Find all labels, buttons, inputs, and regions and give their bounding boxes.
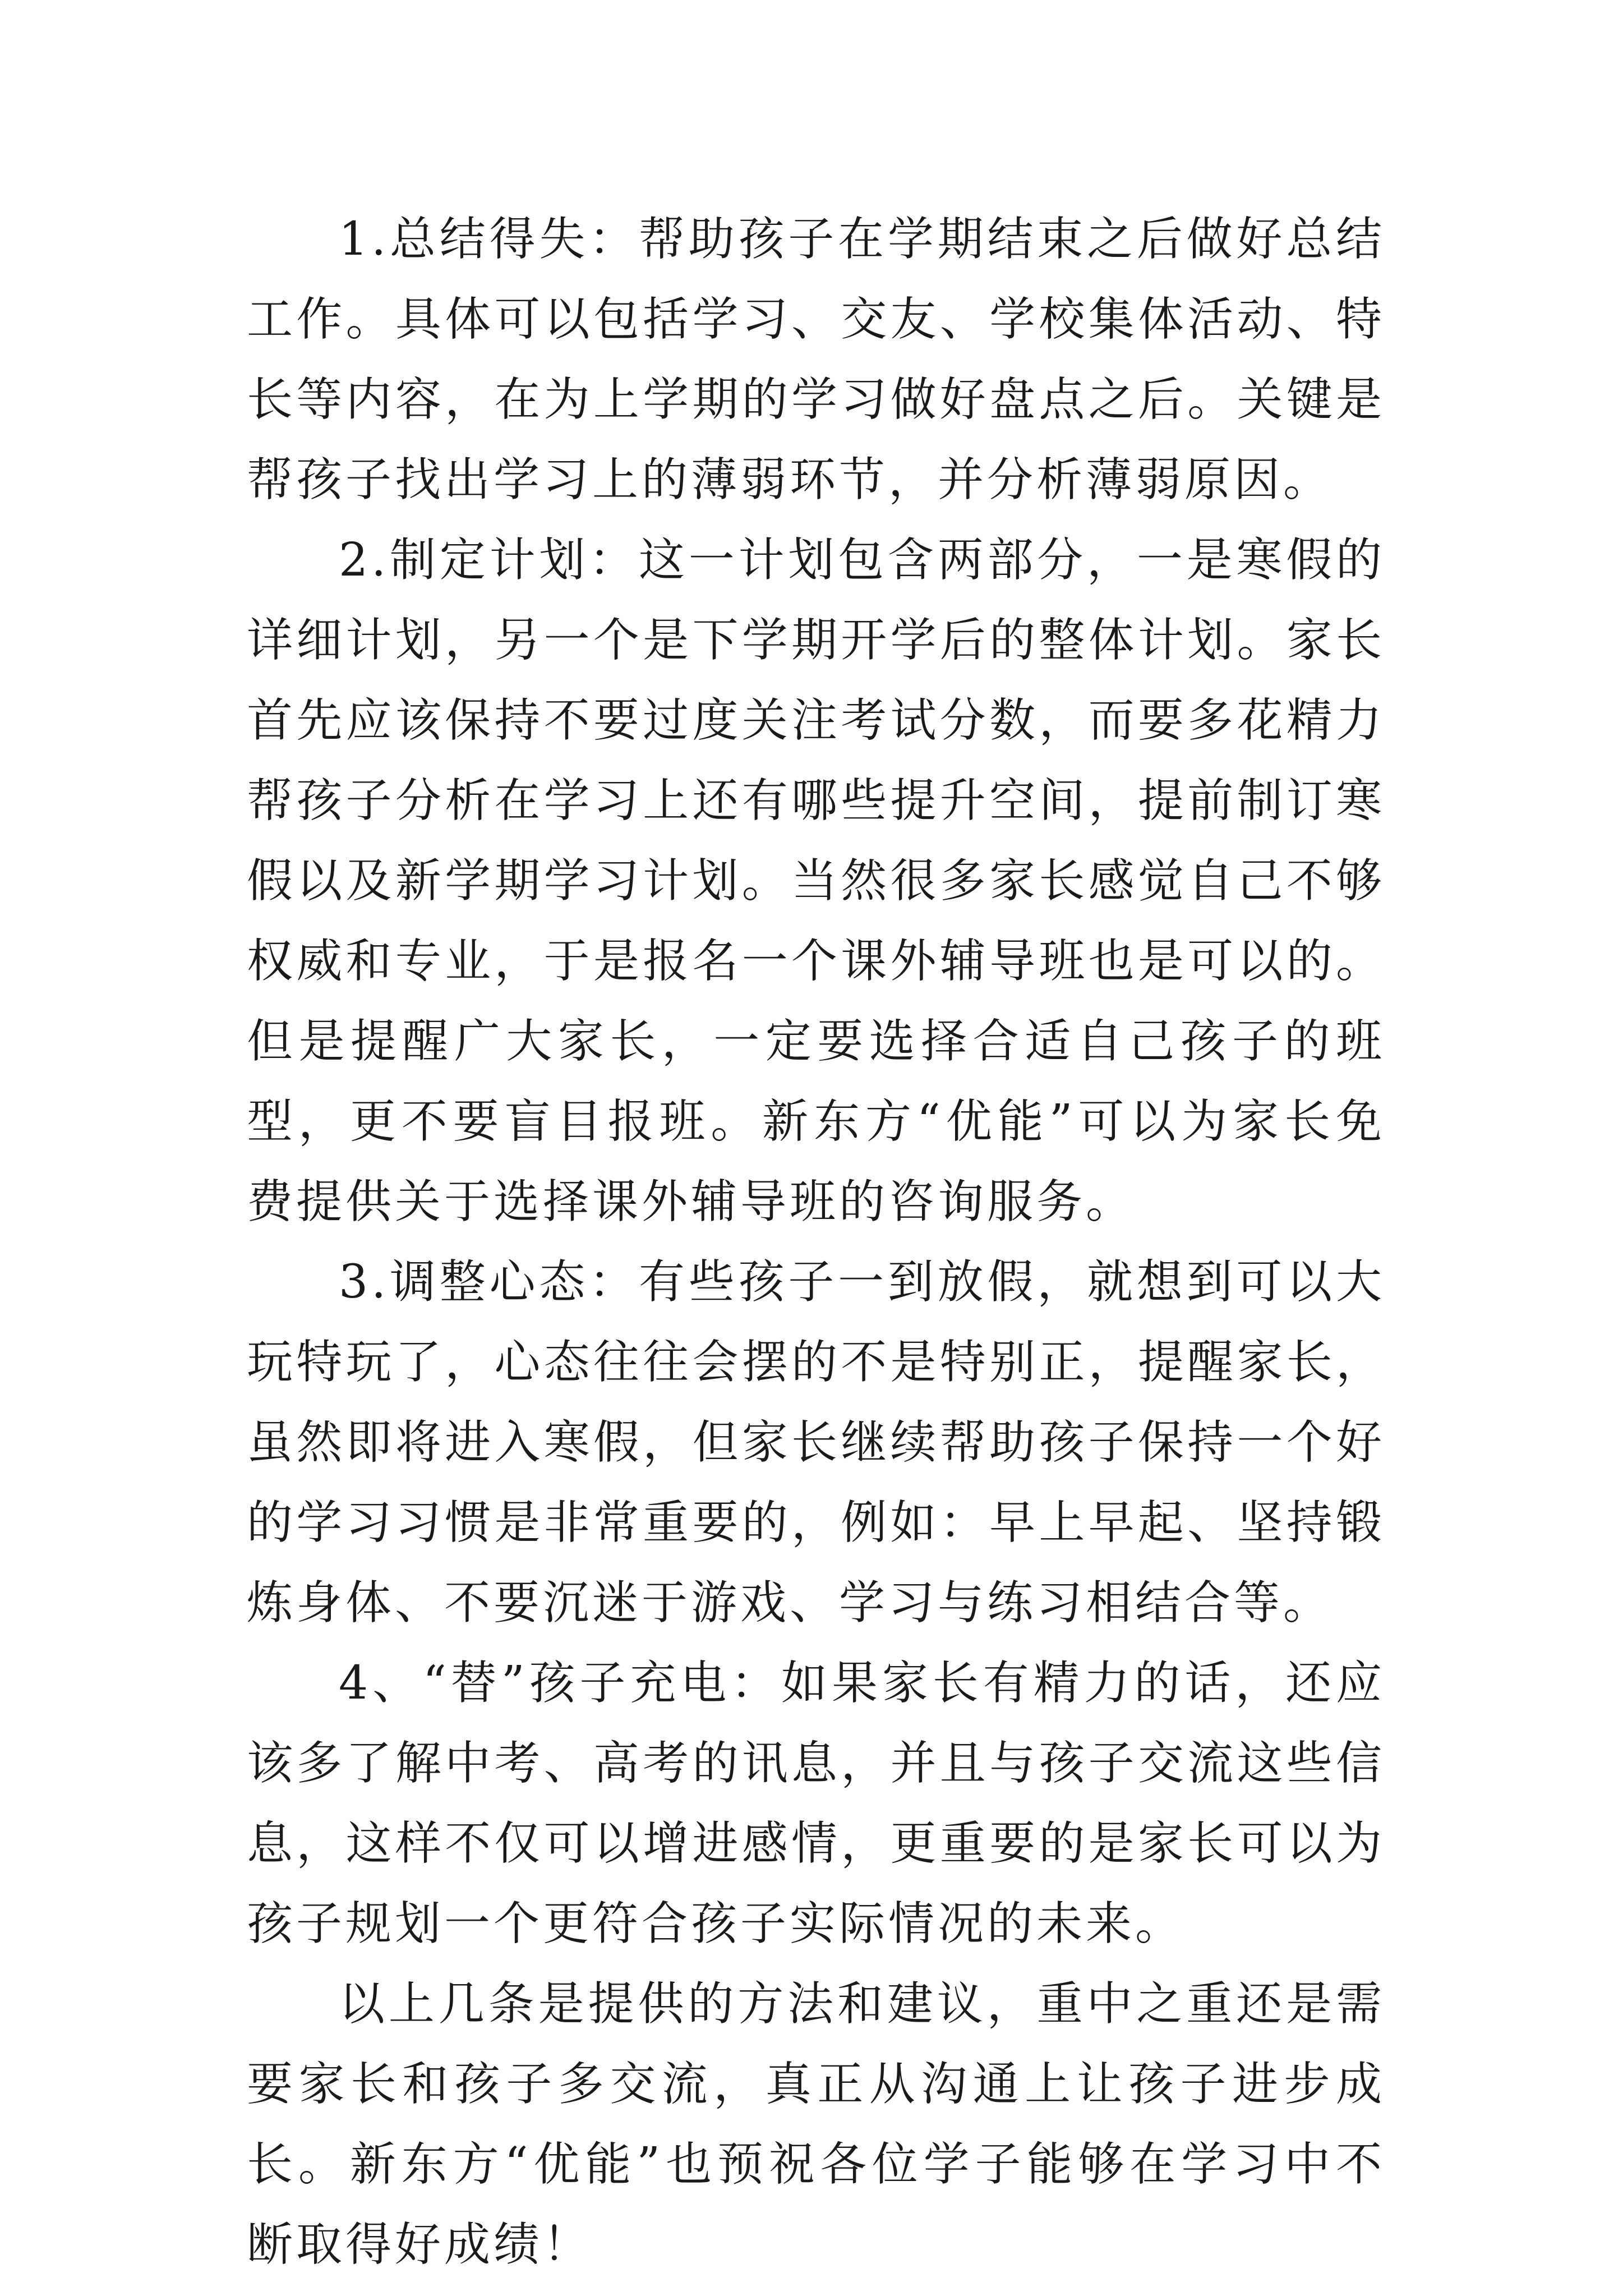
document-body (247, 199, 1385, 2285)
paragraph-recharge: 4、“替”孩子充电：如果家长有精力的话，还应该多了解中考、高考的讯息，并且与孩子交流这些信息，这样不仅可以增进感情，更重要的是家长可以为孩子规划一个更符合孩子实际情况的未来。 (247, 1657, 1385, 1950)
paragraph-mindset: 3.调整心态：有些孩子一到放假，就想到可以大玩特玩了，心态往往会摆的不是特别正，提醒家长，虽然即将进入寒假，但家长继续帮助孩子保持一个好的学习习惯是非常重要的，例如：早上早起、坚持锻炼身体、不要沉迷于游戏、学习与练习相结合等。 (247, 1255, 1385, 1630)
paragraph-plan: 2.制定计划：这一计划包含两部分，一是寒假的详细计划，另一个是下学期开学后的整体计划。家长首先应该保持不要过度关注考试分数，而要多花精力帮孩子分析在学习上还有哪些提升空间，提前制订寒假以及新学期学习计划。当然很多家长感觉自己不够权威和专业，于是报名一个课外辅导班也是可以的。但是提醒广大家长，一定要选择合适自己孩子的班型，更不要盲目报班。新东方“优能”可以为家长免费提供关于选择课外辅导班的咨询服务。 (247, 533, 1385, 1228)
paragraph-summary: 1.总结得失：帮助孩子在学期结束之后做好总结工作。具体可以包括学习、交友、学校集体活动、特长等内容，在为上学期的学习做好盘点之后。关键是帮孩子找出学习上的薄弱环节，并分析薄弱原因。 (247, 213, 1385, 507)
paragraph-conclusion: 以上几条是提供的方法和建议，重中之重还是需要家长和孩子多交流，真正从沟通上让孩子进步成长。新东方“优能”也预祝各位学子能够在学习中不断取得好成绩！ (247, 1977, 1385, 2271)
